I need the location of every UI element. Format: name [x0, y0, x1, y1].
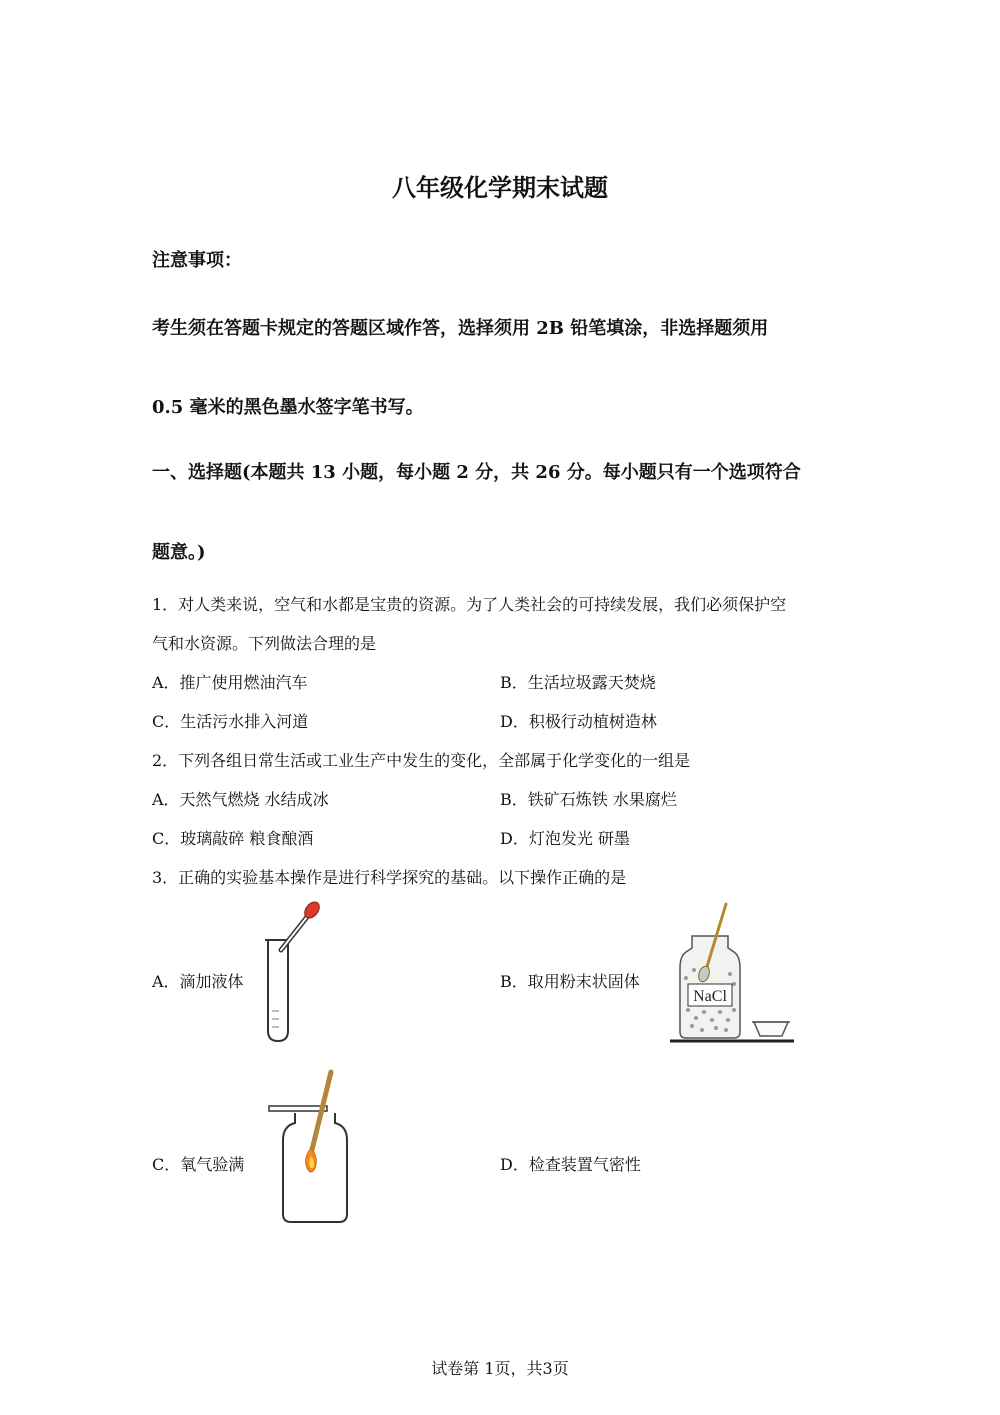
q2-option-b: B．铁矿石炼铁 水果腐烂 [500, 790, 677, 809]
oxygen-bottle-figure [265, 1068, 360, 1228]
notice-line-1: 考生须在答题卡规定的答题区域作答，选择须用 2B 铅笔填涂，非选择题须用 [152, 318, 769, 339]
q2-option-d: D．灯泡发光 研墨 [500, 829, 630, 848]
page-footer: 试卷第 1页，共3页 [431, 1359, 569, 1378]
dropper-test-tube-figure [255, 895, 335, 1045]
q3-option-a: A．滴加液体 [152, 972, 244, 991]
section-heading-line-1: 一、选择题(本题共 13 小题，每小题 2 分，共 26 分。每小题只有一个选项符合 [152, 462, 801, 483]
q1-stem-line-1: 1．对人类来说，空气和水都是宝贵的资源。为了人类社会的可持续发展，我们必须保护空 [152, 595, 787, 614]
page-title: 八年级化学期末试题 [392, 173, 608, 202]
powder-bottle-figure [668, 900, 798, 1048]
q2-option-a: A．天然气燃烧 水结成冰 [152, 790, 329, 809]
q2-stem: 2．下列各组日常生活或工业生产中发生的变化，全部属于化学变化的一组是 [152, 751, 691, 770]
nacl-label: NaCl [693, 988, 727, 1005]
section-heading-line-2: 题意。) [152, 542, 206, 563]
notice-line-2: 0.5 毫米的黑色墨水签字笔书写。 [152, 397, 424, 418]
q1-stem-line-2: 气和水资源。下列做法合理的是 [152, 634, 377, 653]
q1-option-d: D．积极行动植树造林 [500, 712, 657, 731]
q3-option-c: C．氧气验满 [152, 1155, 245, 1174]
q1-option-a: A．推广使用燃油汽车 [152, 673, 308, 692]
q3-option-b: B．取用粉末状固体 [500, 972, 640, 991]
q2-option-c: C．玻璃敲碎 粮食酿酒 [152, 829, 314, 848]
notice-heading: 注意事项： [152, 250, 242, 271]
q1-option-c: C．生活污水排入河道 [152, 712, 309, 731]
q3-option-d: D．检查装置气密性 [500, 1155, 641, 1174]
q3-stem: 3．正确的实验基本操作是进行科学探究的基础。以下操作正确的是 [152, 868, 627, 887]
q1-option-b: B．生活垃圾露天焚烧 [500, 673, 656, 692]
